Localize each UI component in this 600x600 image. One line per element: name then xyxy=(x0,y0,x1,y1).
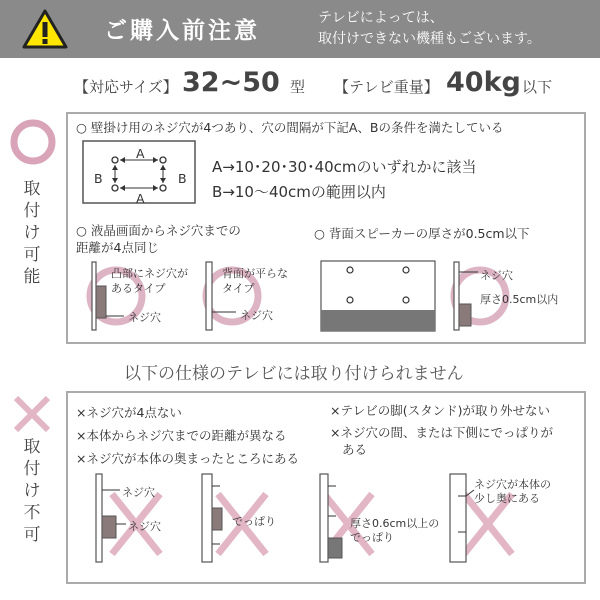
diagram-label-b-left: B xyxy=(94,171,103,186)
weight-unit: 以下 xyxy=(522,78,553,96)
header-note-line1: テレビによっては、 xyxy=(318,10,444,26)
ng-item-right-2: ×ネジ穴の間、または下側にでっぱりが ある xyxy=(330,425,553,457)
condition-main: ○ 壁掛け用のネジ穴が4つあり、穴の間隔が下記A、Bの条件を満たしている xyxy=(76,120,504,135)
rule-a: A→10･20･30･40cmのいずれかに該当 xyxy=(212,158,477,176)
ok-circle-icon xyxy=(8,117,58,167)
condition-distance: ○ 液晶画面からネジ穴までの 距離が4点同じ xyxy=(76,223,241,255)
warning-icon xyxy=(22,8,68,50)
label-screw-hole-2: ネジ穴 xyxy=(240,309,273,322)
label-thickness: 厚さ0.5cm以内 xyxy=(480,293,559,306)
ng-fig2-label: でっぱり xyxy=(232,515,276,528)
ng-item: ×本体からネジ穴までの距離が異なる xyxy=(76,428,287,443)
header-bar xyxy=(0,0,600,58)
ng-side-label: 取 付 け 不 可 xyxy=(23,437,41,545)
label-screw-hole-3: ネジ穴 xyxy=(480,269,513,282)
header-note-line2: 取付けできない機種もございます。 xyxy=(318,31,541,47)
ng-item: ×ネジ穴が本体の奥まったところにある xyxy=(76,451,299,466)
ng-items-left xyxy=(76,401,299,470)
rule-b: B→10～40cmの範囲以内 xyxy=(212,183,386,201)
ok-side-label: 取 付 け 可 能 xyxy=(23,179,41,287)
label-screw-hole-1: ネジ穴 xyxy=(128,311,161,324)
ng-fig4-label: ネジ穴が本体の 少し奥にある xyxy=(474,478,551,505)
weight-value: 40kg xyxy=(446,67,521,98)
diagram-label-a-bottom: A xyxy=(136,191,145,206)
ng-fig1-label-bottom: ネジ穴 xyxy=(128,520,161,533)
ng-fig1-label-top: ネジ穴 xyxy=(122,486,155,499)
ng-item-right-1: ×テレビの脚(スタンド)が取り外せない xyxy=(330,403,550,418)
page-title: ご購入前注意 xyxy=(104,18,260,44)
size-value: 32~50 xyxy=(182,67,280,98)
size-unit: 型 xyxy=(290,78,306,96)
diagram-label-a-top: A xyxy=(136,146,145,161)
weight-label: 【テレビ重量】 xyxy=(334,78,439,96)
condition-speaker: ○ 背面スピーカーの厚さが0.5cm以下 xyxy=(314,226,530,241)
label-convex-type: 凸部にネジ穴が あるタイプ xyxy=(111,267,188,295)
label-flat-type: 背面が平らな タイプ xyxy=(222,267,288,295)
ng-item: ×ネジ穴が4点ない xyxy=(76,405,182,420)
header-note xyxy=(318,8,541,50)
section-divider: 以下の仕様のテレビには取り付けられません xyxy=(124,364,464,384)
speaker-back-illustration xyxy=(320,260,436,332)
diagram-label-b-right: B xyxy=(178,171,187,186)
ng-fig3-label: 厚さ0.6cm以上の でっぱり xyxy=(350,517,440,544)
ng-cross-icon xyxy=(10,392,54,436)
size-label: 【対応サイズ】 xyxy=(74,78,178,96)
